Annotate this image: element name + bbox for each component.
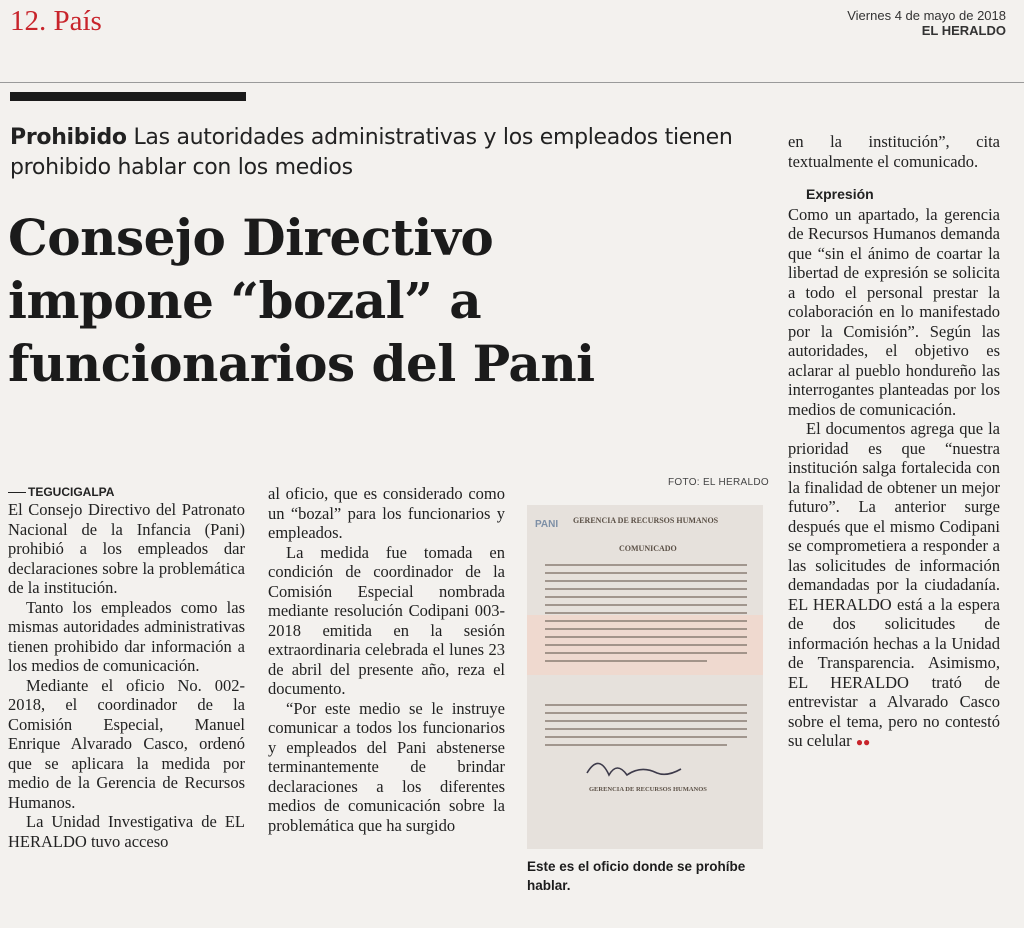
headline-line-1: Consejo Directivo	[8, 208, 494, 267]
document-logo: PANI	[535, 519, 559, 530]
kicker	[10, 123, 770, 183]
article-column-1	[8, 484, 245, 851]
subhead: Expresión	[806, 186, 874, 202]
article-column-2	[268, 484, 505, 835]
section-title: 12. País	[10, 5, 102, 37]
end-mark: ●●	[855, 735, 871, 749]
document-heading: GERENCIA DE RECURSOS HUMANOS	[573, 516, 719, 525]
headline	[8, 206, 778, 395]
dateline: TEGUCIGALPA	[8, 484, 245, 500]
paragraph: Mediante el oficio No. 002-2018, el coordinador de la Comisión Especial, Manuel Enrique Alvarado Casco, ordenó que se aplicara la medida por medio de la Gerencia de Recursos Humanos.	[8, 675, 245, 812]
headline-line-2: impone “bozal” a	[8, 271, 482, 330]
masthead	[847, 8, 1006, 38]
paper-name: EL HERALDO	[921, 23, 1006, 38]
paragraph: “Por este medio se le instruye comunicar a todos los funcionarios y empleados del Pani abstenerse terminantemente de brindar declaraciones a los diferentes medios de comunicación sobre la problemática que ha surgido	[268, 698, 505, 835]
issue-date: Viernes 4 de mayo de 2018	[847, 8, 1006, 23]
kicker-label: Prohibido	[10, 125, 127, 150]
section-bar	[10, 92, 246, 101]
paragraph: en la institución”, cita textualmente el comunicado.	[788, 132, 1000, 171]
paragraph: El Consejo Directivo del Patronato Nacional de la Infancia (Pani) prohibió a los empleados dar declaraciones sobre la problemática de la institución.	[8, 500, 245, 597]
paragraph: al oficio, que es considerado como un “bozal” para los funcionarios y empleados.	[268, 484, 505, 542]
article-column-3	[788, 132, 1000, 753]
paragraph: El documentos agrega que la prioridad es que “nuestra institución salga fortalecida con la finalidad de obtener un mejor futuro”. La anterior surge después que el mismo Codipani se comprometiera a responder a las solicitudes de información demandadas por la ciudadanía. EL HERALDO está a la espera de dos solicitudes de información hechas a la Unidad de Transparencia. Asimismo, EL HERALDO trató de entrevistar a Alvarado Casco sobre el tema, pero no contestó su celular ●●	[788, 419, 1000, 750]
signature-label: GERENCIA DE RECURSOS HUMANOS	[589, 786, 707, 793]
photo-caption: Este es el oficio donde se prohíbe hablar.	[527, 859, 746, 893]
document-photo	[527, 505, 763, 849]
kicker-text: Las autoridades administrativas y los empleados tienen prohibido hablar con los medios	[10, 125, 733, 180]
photo-credit: FOTO: EL HERALDO	[668, 477, 769, 488]
headline-line-3: funcionarios del Pani	[8, 334, 595, 393]
document-title: COMUNICADO	[619, 544, 677, 553]
paragraph: Tanto los empleados como las mismas autoridades administrativas tienen prohibido dar información a los medios de comunicación.	[8, 597, 245, 675]
header-rule	[0, 82, 1024, 83]
paragraph: La Unidad Investigativa de EL HERALDO tuvo acceso	[8, 812, 245, 851]
paragraph: Como un apartado, la gerencia de Recursos Humanos demanda que “sin el ánimo de coartar la libertad de expresión se solicita a todo el personal prestar la colaboración en lo manifestado por la Comisión”. Según las autoridades, el objetivo es aclarar al pueblo hondureño las interrogantes planteadas por los medios de comunicación.	[788, 204, 1000, 419]
paragraph: La medida fue tomada en condición de coordinador de la Comisión Especial nombrada mediante resolución Codipani 003-2018 emitida en la sesión extraordinaria celebrada el lunes 23 de abril del presente año, reza el documento.	[268, 542, 505, 698]
